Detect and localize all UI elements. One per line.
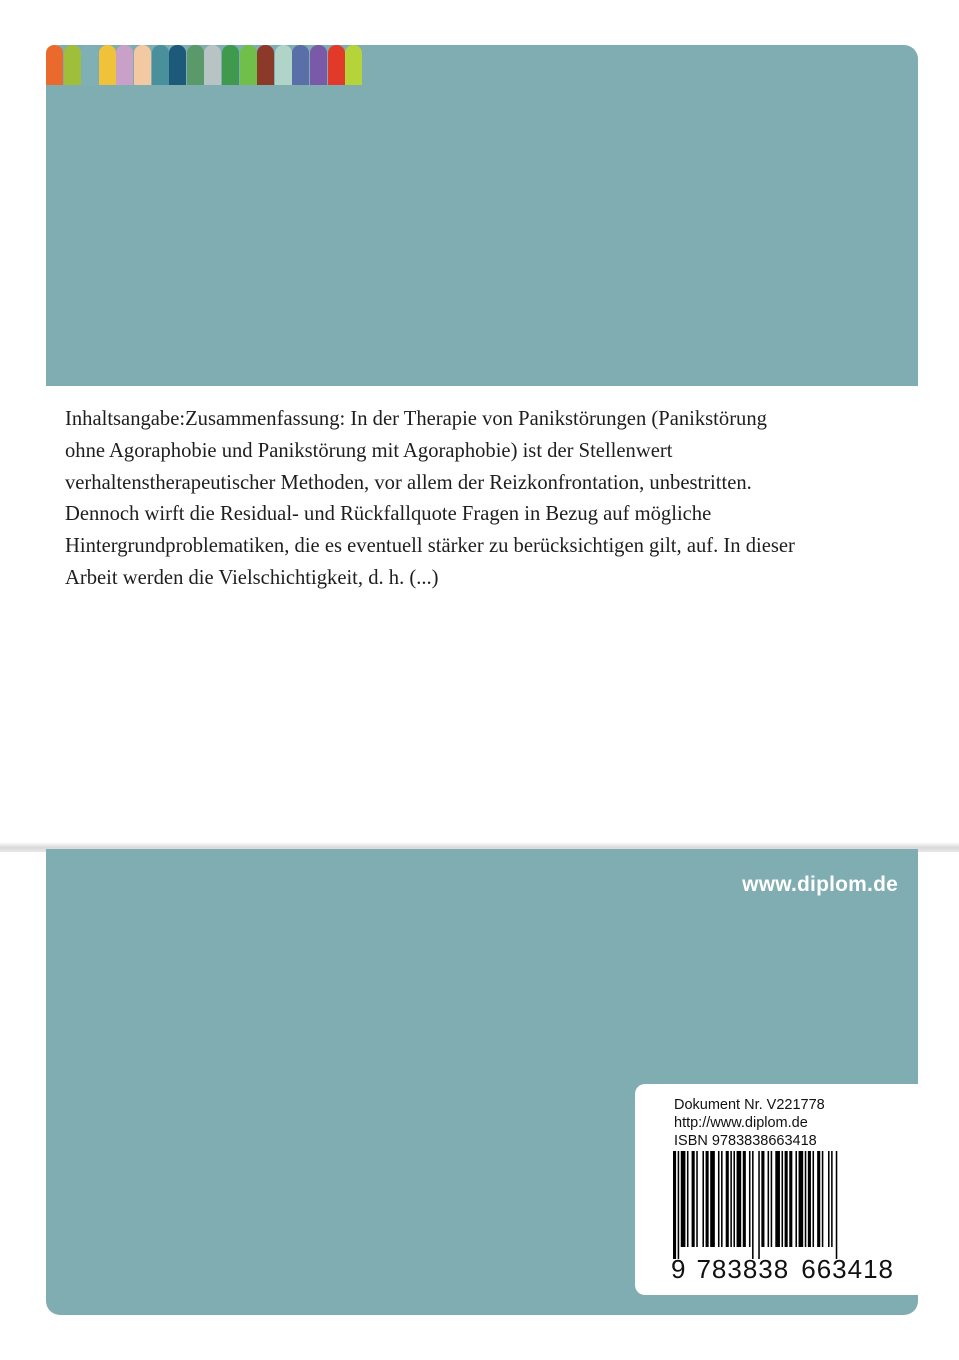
color-tab (275, 45, 292, 85)
color-tab (222, 45, 239, 85)
doc-number: Dokument Nr. V221778 (674, 1097, 825, 1113)
color-tab (116, 45, 133, 85)
abstract-line: verhaltenstherapeutischer Methoden, vor allem der Reizkonfrontation, unbestritten. (65, 471, 752, 494)
doc-url: http://www.diplom.de (674, 1115, 808, 1131)
color-tab (46, 45, 63, 85)
abstract-line: Dennoch wirft die Residual- und Rückfallquote Fragen in Bezug auf mögliche (65, 503, 712, 526)
color-tab (292, 45, 309, 85)
color-tab (99, 45, 116, 85)
doc-isbn: ISBN 9783838663418 (674, 1133, 817, 1149)
color-tab (328, 45, 345, 85)
color-tab (81, 45, 98, 85)
color-tab (345, 45, 362, 85)
color-tab (257, 45, 274, 85)
abstract-line: ohne Agoraphobie und Panikstörung mit Agoraphobie) ist der Stellenwert (65, 439, 673, 462)
abstract-line: Hintergrundproblematiken, die es eventuell stärker zu berücksichtigen gilt, auf. In dieser (65, 535, 795, 558)
color-tab (204, 45, 221, 85)
publisher-url-label: www.diplom.de (742, 873, 898, 896)
color-tab (134, 45, 151, 85)
barcode-icon (669, 1151, 899, 1261)
color-tab (64, 45, 81, 85)
cover-top-panel (46, 45, 918, 386)
color-tab (240, 45, 257, 85)
barcode-box (635, 1084, 918, 1295)
document-info (674, 1096, 825, 1150)
color-tab-strip (46, 45, 363, 85)
barcode-digits (671, 1254, 894, 1285)
abstract-line: Arbeit werden die Vielschichtigkeit, d. h. (...) (65, 566, 439, 589)
barcode-lead-digit: 9 (671, 1254, 687, 1284)
abstract-text (65, 404, 895, 595)
barcode-group-2: 663418 (801, 1254, 894, 1284)
color-tab (169, 45, 186, 85)
color-tab (310, 45, 327, 85)
color-tab (152, 45, 169, 85)
cover-bottom-panel (46, 849, 918, 1315)
barcode-group-1: 783838 (696, 1254, 790, 1284)
abstract-line: Inhaltsangabe:Zusammenfassung: In der Therapie von Panikstörungen (Panikstörung (65, 408, 767, 430)
color-tab (187, 45, 204, 85)
